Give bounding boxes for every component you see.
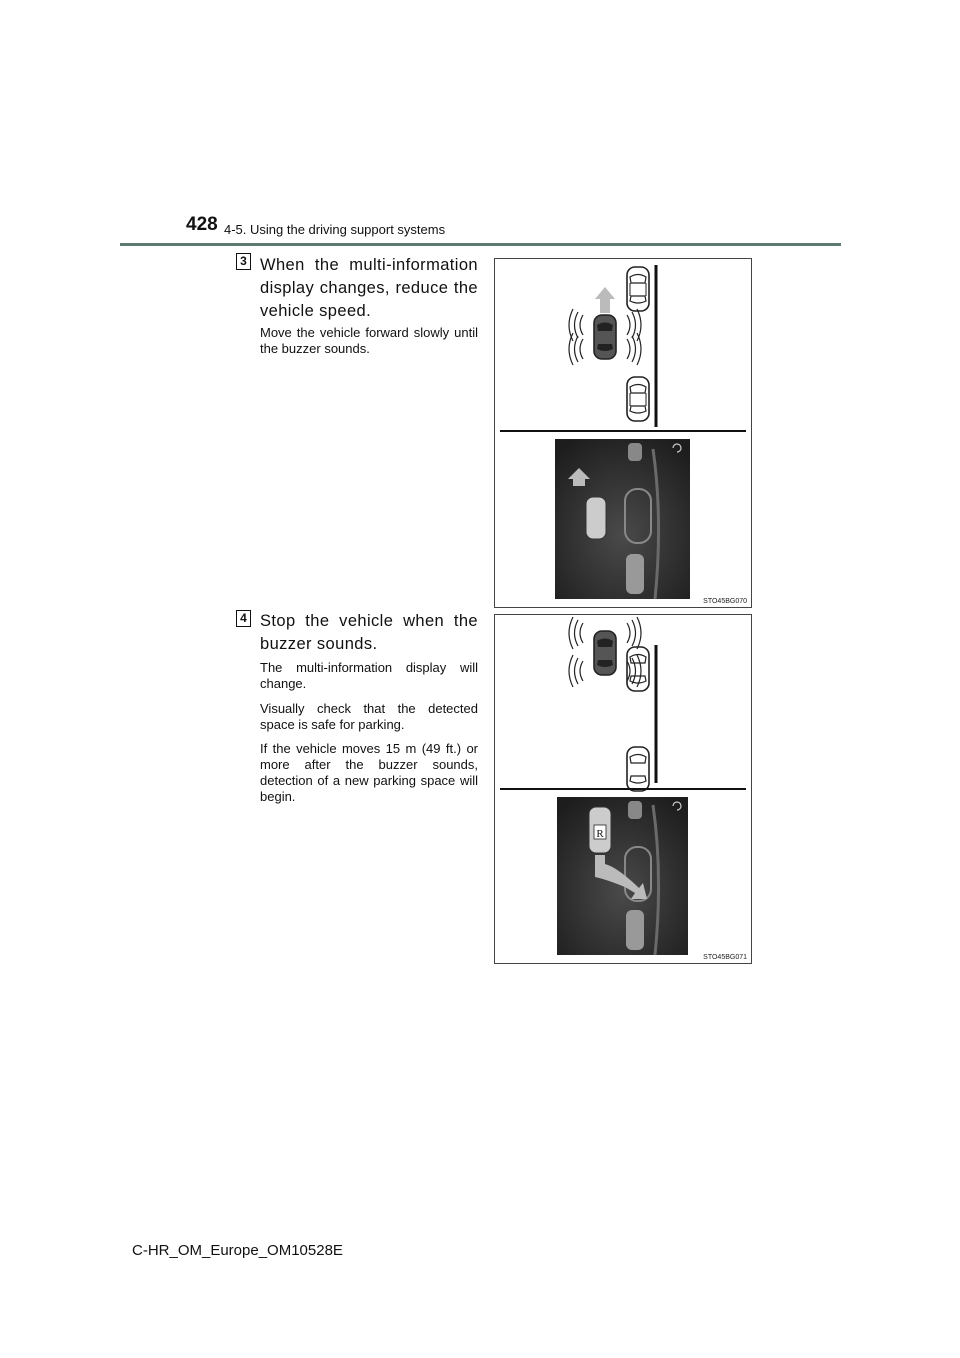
step-3-figure-code: STO45BG070 (703, 598, 747, 605)
section-title: 4-5. Using the driving support systems (224, 222, 446, 237)
step-4-note-1: The multi-information display will change. (260, 660, 478, 691)
header-rule (120, 243, 841, 246)
step-4-instruction: Stop the vehicle when the buzzer sounds. (260, 612, 478, 653)
step-3-illustration (495, 259, 751, 607)
step-4-note-3: If the vehicle moves 15 m (49 ft.) or more after the buzzer sounds, detection of a new parking space will begin. (260, 741, 478, 804)
step-3-note: Move the vehicle forward slowly until the buzzer sounds. (260, 325, 478, 356)
step-3-number-box: 3 (236, 253, 251, 270)
footer-doc-code: C-HR_OM_Europe_OM10528E (132, 1242, 343, 1259)
step-4-figure (494, 614, 752, 964)
page-number: 428 (186, 214, 218, 235)
step-3-figure (494, 258, 752, 608)
step-4-number-box: 4 (236, 610, 251, 627)
reverse-gear-indicator: R (596, 828, 604, 840)
step-4-illustration (495, 615, 751, 963)
step-4-note-2: Visually check that the detected space is safe for parking. (260, 701, 478, 732)
step-4-figure-code: STO45BG071 (703, 954, 747, 961)
step-3-instruction: When the multi-information display changes, reduce the vehicle speed. (260, 256, 478, 320)
